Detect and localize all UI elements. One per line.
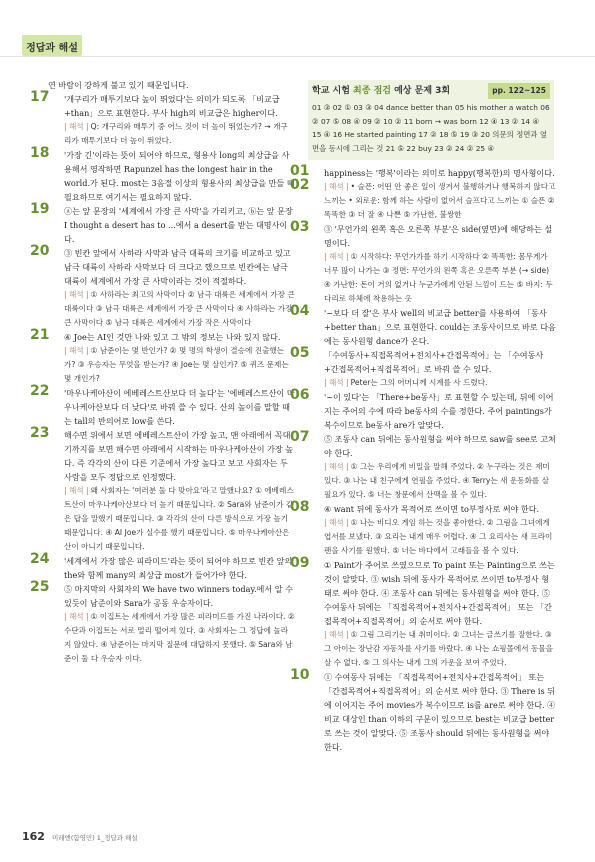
item-number: 04	[290, 303, 310, 320]
explanation-text: '가장 긴'이라는 뜻이 되어야 하므로, 형용사 long의 최상급을 사용해서 영작하면 Rapunzel has the longest hair in the world.가 된다. most는 3음절 이상의 형용사의 최상급을 만들 때 필요하므로 여기서는 필요하지 않다.	[64, 150, 295, 202]
answer-item	[30, 243, 295, 330]
answer-box	[308, 80, 554, 160]
item-number: 17	[30, 89, 50, 105]
translation-text: | 해석 | ① 그림 그리기는 내 취미이다. ② 그녀는 글쓰기를 잘한다. ③ 그 아이는 장난감 자동차를 사기를 바랐다. ④ 나는 쇼핑몰에서 동물을 살 수 없다. ⑤ 그 의사는 내게 그의 가운을 보여 주었다.	[324, 630, 554, 668]
answer-list: 01 ③ 02 ① 03 ③ 04 dance better than 05 his mother a watch 06 ② 07 ⑤ 08 ④ 09 ② 10 ② 11 born → was born 12 ④ 13 ② 14 ④ 15 ④ 16 He started painting 17 ② 18 ⑤ 19 ③ 20 의문의 정면과 옆면을 동시에 그리는 것 21 ⑤ 22 buy 23 ② 24 ② 25 ④	[312, 103, 550, 153]
item-number: 22	[30, 383, 50, 399]
item-number: 20	[30, 243, 50, 259]
answer-item	[30, 425, 295, 554]
answer-item	[290, 163, 556, 180]
item-number: 23	[30, 425, 50, 441]
answer-item	[30, 383, 295, 428]
header-divider	[0, 56, 595, 57]
section-tab: 정답과 해설	[22, 35, 82, 57]
answer-item	[290, 345, 556, 390]
explanation-text: ③ '무언가의 왼쪽 혹은 오른쪽 부분'은 side(옆면)에 해당하는 설명이다.	[324, 224, 553, 249]
item-number: 02	[290, 177, 310, 194]
explanation-text: '개구리가 매투기보다 높이 뛰었다'는 의미가 되도록 「비교급+than」으로 표현한다. 부사 high의 비교급은 higher이다.	[64, 94, 280, 118]
translation-text: | 해석 | 왜 사회자는 '여러분 둘 다 맞아요'라고 말했나요? ① 에베레스트산이 마우나케아산보다 더 높기 때문입니다. ② Sara와 남준이가 같은 답을 말했기 때문입니다. ③ 각각의 산이 다른 방식으로 가장 높기 때문입니다. ④ AI Joe가 실수를 했기 때문입니다. ⑤ 마우나케아산은 산이 아니기 때문입니다.	[64, 486, 294, 551]
footer-text: 미래엔(함영민) 1_정답과 해설	[52, 834, 138, 842]
translation-text: | 해석 | ① 사하라는 최고의 사막이다 ② 남극 대륙은 세계에서 가장 큰 대륙이다 ③ 남극 대륙은 세계에서 가장 큰 사막이다 ④ 사하라는 가장 큰 사막이다 ⑤ 남극 대륙은 세계에서 가장 작은 사막이다	[64, 290, 295, 327]
translation-text: | 해석 | ① 나는 비디오 게임 하는 것을 좋아한다. ② 그림을 그녀에게 엽서를 보냈다. ③ 요리는 내게 매우 어렵다. ④ 그 요리사는 새 프라이팬을 사기를 원했다. ⑤ 너는 바다에서 고래들을 볼 수 있다.	[324, 518, 553, 556]
answer-item	[30, 89, 295, 148]
intro-text: 연 바람이 강하게 불고 있기 때문입니다.	[48, 80, 189, 90]
answer-item	[30, 201, 295, 246]
right-items	[290, 163, 556, 754]
explanation-text: happiness는 '행복'이라는 의미로 happy(행복한)의 명사형이다.	[324, 168, 555, 179]
answer-item	[290, 499, 556, 558]
answer-item	[290, 667, 556, 754]
item-number: 18	[30, 145, 50, 161]
answer-item	[290, 387, 556, 432]
translation-text: | 해석 | ① 시작하다: 무언가가를 하기 시작하다 ② 똑똑한: 몸무게가 너무 많이 나가는 ③ 정면: 무언가의 왼쪽 혹은 오른쪽 부분 (→ side) ④ 가난한: 돈이 거의 없거나 누군가에게 안된 느낌이 드는 ⑤ 바지: 두 다리로 하체에 착용하는 옷	[324, 252, 553, 304]
translation-text: | 해석 | ① 이집트는 세계에서 가장 많은 피라미드를 가진 나라이다. ② 수단과 이집트는 서로 멀리 떨어져 있다. ③ 사회자는 그 정답에 놀라지 않았다. ④ 남준이는 마지막 질문에 대답하지 못했다. ⑤ Sara와 남준이 둘 다 우승자 이다.	[64, 612, 295, 663]
explanation-text: ④ want 뒤에 동사가 목적어로 쓰이면 to부정사로 써야 한다.	[324, 504, 540, 515]
explanation-text: ① Paint가 주어로 쓰였으므로 To paint 또는 Painting으로 쓰는 것이 알맞다. ③ wish 뒤에 동사가 목적어로 쓰이면 to부정사 형태로 써야 한다. ④ 조동사 can 뒤에는 동사원형을 써야 한다. ⑤ 수여동사 뒤에는 「직접목적어+전치사+간접목적어」 또는 「간접목적어+직접목적어」의 순서로 써야 한다.	[324, 560, 555, 627]
explanation-text: '~이 있다'는 「There+be동사」로 표현할 수 있는데, 뒤에 이어지는 주어의 수에 따라 be동사의 수를 정한다. 주어 paintings가 복수이므로 be동사 are가 알맞다.	[324, 392, 554, 431]
explanation-text: ⑤ 조동사 can 뒤에는 동사원형을 써야 하므로 saw를 see로 고쳐야 한다.	[324, 434, 556, 459]
answer-item	[290, 555, 556, 670]
page-number: 162	[22, 830, 45, 843]
left-column	[30, 78, 295, 666]
answer-item	[290, 177, 556, 222]
explanation-text: ⓐ는 앞 문장의 '세계에서 가장 큰 사막'을 가리키고, ⓑ는 앞 문장 I thought a desert has to ...에서 a desert를 받는 대명사이다.	[64, 206, 293, 244]
explanation-text: ① 수여동사 뒤에는 「직접목적어+전치사+간접목적어」 또는 「간접목적어+직접목적어」의 순서로 써야 한다. ③ There is 뒤에 이어지는 주어 movies가 복수이므로 is를 are로 써야 한다. ④ 비교 대상인 than 이하의 구문이 있으므로 best는 비교급 better로 쓰는 것이 알맞다. ⑤ 조동사 should 뒤에는 동사원형을 써야 한다.	[324, 672, 556, 753]
item-number: 09	[290, 555, 310, 572]
answer-item	[30, 579, 295, 666]
answer-item	[30, 145, 295, 204]
translation-text: | 해석 | • 슬픈: 어떤 안 좋은 일이 생겨서 불행하거나 행복하지 않다고 느끼는 • 외로운: 함께 하는 사람이 없어서 슬프다고 느끼는 ① 슬픈 ② 똑똑한 ③ 더 잘 ④ 나쁜 ⑤ 가난한, 불쌍한	[324, 182, 556, 220]
translation-text: | 해석 | Peter는 그의 어머니께 시계를 사 드렸다.	[324, 378, 488, 388]
item-number: 21	[30, 327, 50, 343]
answer-item	[30, 327, 295, 386]
item-number: 07	[290, 429, 310, 446]
page-range: pp. 122~125	[488, 83, 550, 99]
item-number: 10	[290, 667, 310, 684]
explanation-text: '세계에서 가장 많은 피라미드'라는 뜻이 되어야 하므로 빈칸 앞의 the와 함께 many의 최상급 most가 들어가야 한다.	[64, 556, 293, 580]
answer-item	[30, 551, 295, 582]
item-number: 24	[30, 551, 50, 567]
answer-item	[290, 429, 556, 502]
item-number: 19	[30, 201, 50, 217]
translation-text: | 해석 | ① 그는 우리에게 비밀을 말해 주었다. ② 누구라는 것은 재미있다. ③ 나는 내 친구에게 연필을 주었다. ④ Terry는 새 운동화를 살 필요가 있다. ⑤ 너는 창문에서 산맥을 볼 수 있다.	[324, 462, 550, 500]
explanation-text: 해수면 위에서 보면 에베레스트산이 가장 높고, 맨 아래에서 꼭대기까지를 보면 해수면 아래에서 시작하는 마우나케아산이 가장 높다. 즉 각각의 산이 다른 기준에서 가장 높다고 보고 사회자는 두 사람을 모두 정답으로 인정했다.	[64, 430, 294, 482]
explanation-text: ③ 빈칸 앞에서 사하라 사막과 남극 대륙의 크기를 비교하고 있고 남극 대륙이 사하라 사막보다 더 크다고 했으므로 빈칸에는 남극 대륙이 세계에서 가장 큰 사막이라는 것이 적절하다.	[64, 248, 291, 286]
test-title	[312, 83, 550, 99]
item-number: 06	[290, 387, 310, 404]
answer-item	[290, 219, 556, 306]
translation-text: | 해석 | Q: 개구리와 매투기 중 어느 것이 더 높이 뛰었는가? → 개구리가 매투기보다 더 높이 뛰었다.	[64, 122, 288, 145]
item-number: 03	[290, 219, 310, 236]
right-column	[290, 80, 556, 754]
left-items	[30, 89, 295, 666]
item-number: 25	[30, 579, 50, 595]
answer-item	[290, 303, 556, 348]
item-number: 01	[290, 163, 310, 180]
item-number: 08	[290, 499, 310, 516]
explanation-text: 「수여동사+직접목적어+전치사+간접목적어」는 「수여동사+간접목적어+직접목적어」로 바꿔 쓸 수 있다.	[324, 350, 544, 375]
explanation-text: ⑤ 마지막의 사회자의 We have two winners today.에서 알 수 있듯이 남준이와 Sara가 공동 우승자이다.	[64, 584, 293, 608]
explanation-text: '마우나케아산이 에베레스트산보다 더 높다'는 '에베레스트산이 마우나케아산보다 더 낮다'로 바꿔 쓸 수 있다. 산의 높이를 말할 때는 tall의 반의어로 low를 쓴다.	[64, 388, 295, 426]
translation-text: | 해석 | ① 남준이는 몇 반인가? ② 몇 명의 학생이 결승에 진출했는가? ③ 우승자는 무엇을 받는가? ④ Joe는 몇 살인가? ⑤ 퀴즈 문제는 몇 개인가?	[64, 346, 289, 383]
test-title-text: 학교 시험 최종 점검 예상 문제 3회	[312, 86, 451, 96]
explanation-text: '~보다 더 잘'은 부사 well의 비교급 better를 사용하여 「동사+better than」으로 표현한다. could는 조동사이므로 바로 다음에는 동사원형 dance가 온다.	[324, 308, 556, 347]
item-number: 05	[290, 345, 310, 362]
explanation-text: ④ Joe는 AI인 것만 나와 있고 그 밖의 정보는 나와 있지 않다.	[64, 332, 281, 342]
